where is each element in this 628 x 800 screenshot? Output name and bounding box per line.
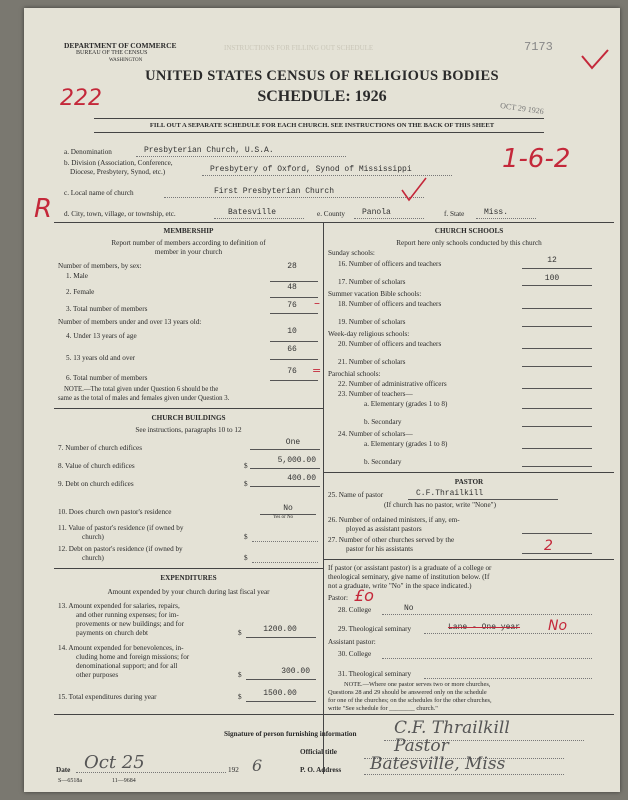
q23a-label: a. Elementary (grades 1 to 8) bbox=[364, 400, 448, 408]
expenditures-heading: EXPENDITURES bbox=[160, 574, 217, 582]
dollar-sign: $ bbox=[238, 629, 242, 637]
assistant-pastor-subheading: Assistant pastor: bbox=[328, 638, 376, 646]
q14-line-2: cluding home and foreign missions; for bbox=[76, 653, 190, 661]
q24a-label: a. Elementary (grades 1 to 8) bbox=[364, 440, 448, 448]
q11-pastor-residence-value-label: 11. Value of pastor's residence (if owned by bbox=[58, 524, 184, 532]
dollar-sign: $ bbox=[244, 480, 248, 488]
city-field-value: Batesville bbox=[228, 208, 277, 217]
po-address-label: P. O. Address bbox=[300, 766, 342, 774]
q22-label: 22. Number of administrative officers bbox=[338, 380, 447, 388]
date-label: Date bbox=[56, 766, 71, 774]
q14-line-4: other purposes bbox=[76, 671, 119, 679]
q13-line-4: payments on church debt bbox=[76, 629, 149, 637]
q2-female-label: 2. Female bbox=[66, 288, 95, 296]
census-schedule-sheet bbox=[24, 8, 620, 792]
local-name-label: c. Local name of church bbox=[64, 189, 134, 197]
q26-line-1: 26. Number of ordained ministers, if any, em- bbox=[328, 516, 460, 524]
dollar-sign: $ bbox=[244, 554, 248, 562]
date-value: Oct 25 bbox=[84, 752, 145, 773]
graduate-instruction-2: theological seminary, give name of institution below. (If bbox=[328, 573, 490, 581]
pastor-red-mark: £o bbox=[354, 586, 374, 605]
membership-intro-1: Report number of members according to definition of bbox=[111, 239, 266, 247]
signature-value: C.F. Thrailkill bbox=[394, 718, 510, 738]
q15-value: 1500.00 bbox=[263, 689, 297, 698]
q29-struck-value: Lane - One year bbox=[448, 623, 521, 632]
red-number: 222 bbox=[60, 86, 102, 111]
code-annotation: 1-6-2 bbox=[502, 144, 571, 174]
expenditures-subheading: Amount expended by your church during last fiscal year bbox=[107, 588, 270, 596]
print-number: 11—9684 bbox=[112, 778, 136, 784]
q25-hint: (If church has no pastor, write "None") bbox=[384, 501, 496, 509]
po-address-value: Batesville, Miss bbox=[370, 754, 506, 774]
q8-value-value: 5,000.00 bbox=[277, 456, 316, 465]
q29-value: No bbox=[548, 618, 568, 634]
q20-label: 20. Number of officers and teachers bbox=[338, 340, 442, 348]
city-label: WASHINGTON bbox=[109, 58, 143, 63]
signature-label: Signature of person furnishing information bbox=[224, 730, 357, 738]
background-bleed-text: INSTRUCTIONS FOR FILLING OUT SCHEDULE bbox=[224, 44, 374, 52]
q6-total-value: 76 bbox=[287, 367, 297, 376]
q29-label: 29. Theological seminary bbox=[338, 625, 412, 633]
dollar-sign: $ bbox=[238, 671, 242, 679]
q13-line-2: and other running expenses; for im- bbox=[76, 611, 179, 619]
membership-note-1: NOTE.—The total given under Question 6 should be the bbox=[64, 386, 219, 393]
q25-value: C.F.Thrailkill bbox=[416, 489, 484, 498]
official-title-label: Official title bbox=[300, 748, 337, 756]
dollar-sign: $ bbox=[238, 693, 242, 701]
dollar-sign: $ bbox=[244, 462, 248, 470]
q27-line-1: 27. Number of other churches served by the bbox=[328, 536, 455, 544]
graduate-instruction-3: not a graduate, write "No" in the space indicated.) bbox=[328, 582, 472, 590]
local-name-value: First Presbyterian Church bbox=[214, 187, 335, 196]
q3-total-label: 3. Total number of members bbox=[66, 305, 148, 313]
q6-total-label: 6. Total number of members bbox=[66, 374, 148, 382]
county-label: e. County bbox=[317, 210, 345, 218]
q9-debt-label: 9. Debt on church edifices bbox=[58, 480, 134, 488]
red-dash-mark: – bbox=[314, 296, 320, 310]
yes-no-hint: Yes or No bbox=[273, 515, 294, 520]
state-label: f. State bbox=[444, 210, 465, 218]
age-heading: Number of members under and over 13 years old: bbox=[58, 318, 202, 326]
pastor-note-3: for one of the churches; on the schedules for the other churches, bbox=[328, 697, 492, 704]
date-received-stamp: OCT 29 1926 bbox=[499, 100, 545, 117]
red-check-mark bbox=[400, 176, 428, 204]
pastor-note-2: Questions 28 and 29 should be answered only on the schedule bbox=[328, 689, 487, 696]
q1-male-value: 28 bbox=[287, 262, 297, 271]
q28-value: No bbox=[404, 604, 414, 613]
q18-label: 18. Number of officers and teachers bbox=[338, 300, 442, 308]
r-mark: R bbox=[34, 194, 53, 224]
membership-heading: MEMBERSHIP bbox=[163, 227, 214, 235]
q23-label: 23. Number of teachers— bbox=[338, 390, 413, 398]
q31-label: 31. Theological seminary bbox=[338, 670, 412, 678]
q11-label-line2: church) bbox=[82, 533, 104, 541]
year-digit: 6 bbox=[252, 756, 263, 775]
department-label: DEPARTMENT OF COMMERCE bbox=[64, 41, 177, 50]
q28-label: 28. College bbox=[338, 606, 372, 614]
division-label: b. Division (Association, Conference, bbox=[64, 159, 173, 167]
year-prefix: 192 bbox=[228, 766, 239, 774]
city-field-label: d. City, town, village, or township, etc. bbox=[64, 210, 176, 218]
q12-pastor-residence-debt-label: 12. Debt on pastor's residence (if owned by bbox=[58, 545, 183, 553]
q7-edifices-label: 7. Number of church edifices bbox=[58, 444, 143, 452]
members-by-sex-heading: Number of members, by sex: bbox=[58, 262, 142, 270]
buildings-heading: CHURCH BUILDINGS bbox=[151, 414, 226, 422]
pastor-note-1: NOTE.—Where one pastor serves two or more churches, bbox=[344, 681, 491, 688]
form-title: UNITED STATES CENSUS OF RELIGIOUS BODIES bbox=[145, 68, 499, 84]
pastor-note-4: write "See schedule for ________ church." bbox=[328, 705, 438, 712]
schools-intro: Report here only schools conducted by this church bbox=[396, 239, 542, 247]
membership-note-2: same as the total of males and females given under Question 3. bbox=[58, 395, 230, 402]
q9-debt-value: 400.00 bbox=[287, 474, 316, 483]
q30-label: 30. College bbox=[338, 650, 372, 658]
q19-label: 19. Number of scholars bbox=[338, 318, 406, 326]
red-equals-mark: = bbox=[312, 364, 322, 377]
q17-value: 100 bbox=[544, 274, 560, 283]
bureau-label: BUREAU OF THE CENSUS bbox=[76, 50, 148, 56]
pastor-subheading: Pastor: bbox=[328, 594, 348, 602]
schedule-year: SCHEDULE: 1926 bbox=[257, 88, 387, 105]
stamp-number: 7173 bbox=[524, 40, 553, 54]
weekday-schools-heading: Week-day religious schools: bbox=[328, 330, 410, 338]
schools-heading: CHURCH SCHOOLS bbox=[434, 227, 504, 235]
sunday-schools-heading: Sunday schools: bbox=[328, 249, 375, 257]
graduate-instruction-1: If pastor (or assistant pastor) is a graduate of a college or bbox=[328, 564, 492, 572]
q27-line-2: pastor for his assistants bbox=[346, 545, 413, 553]
buildings-subheading: See instructions, paragraphs 10 to 12 bbox=[135, 426, 242, 434]
q27-value: 2 bbox=[544, 538, 553, 554]
q12-label-line2: church) bbox=[82, 554, 104, 562]
q10-residence-label: 10. Does church own pastor's residence bbox=[58, 508, 172, 516]
denomination-value: Presbyterian Church, U.S.A. bbox=[144, 146, 274, 155]
q24b-label: b. Secondary bbox=[364, 458, 402, 466]
pastor-heading: PASTOR bbox=[454, 478, 484, 486]
county-value: Panola bbox=[362, 208, 391, 217]
membership-intro-2: member in your church bbox=[154, 248, 223, 256]
form-number: S—6518a bbox=[58, 778, 82, 784]
q4-under13-value: 10 bbox=[287, 327, 297, 336]
q5-over13-value: 66 bbox=[287, 345, 297, 354]
q23b-label: b. Secondary bbox=[364, 418, 402, 426]
division-label-line2: Diocese, Presbytery, Synod, etc.) bbox=[70, 168, 166, 176]
parochial-schools-heading: Parochial schools: bbox=[328, 370, 381, 378]
q25-label: 25. Name of pastor bbox=[328, 491, 384, 499]
q14-value: 300.00 bbox=[281, 667, 310, 676]
q10-residence-value: No bbox=[283, 504, 293, 513]
summer-schools-heading: Summer vacation Bible schools: bbox=[328, 290, 422, 298]
q1-male-label: 1. Male bbox=[66, 272, 88, 280]
dollar-sign: $ bbox=[244, 533, 248, 541]
denomination-label: a. Denomination bbox=[64, 148, 112, 156]
q13-line-1: 13. Amount expended for salaries, repairs, bbox=[58, 602, 180, 610]
q16-value: 12 bbox=[547, 256, 557, 265]
q24-label: 24. Number of scholars— bbox=[338, 430, 413, 438]
q5-over13-label: 5. 13 years old and over bbox=[66, 354, 136, 362]
state-value: Miss. bbox=[484, 208, 509, 217]
q13-line-3: provements or new buildings; and for bbox=[76, 620, 184, 628]
q14-line-3: denominational support; and for all bbox=[76, 662, 178, 670]
q17-label: 17. Number of scholars bbox=[338, 278, 406, 286]
q16-label: 16. Number of officers and teachers bbox=[338, 260, 442, 268]
division-value: Presbytery of Oxford, Synod of Mississippi bbox=[210, 165, 412, 174]
q15-total-label: 15. Total expenditures during year bbox=[58, 693, 157, 701]
q14-line-1: 14. Amount expended for benevolences, in- bbox=[58, 644, 184, 652]
q2-female-value: 48 bbox=[287, 283, 297, 292]
q26-line-2: ployed as assistant pastors bbox=[346, 525, 422, 533]
official-title-value: Pastor bbox=[394, 736, 449, 756]
instruction-line: FILL OUT A SEPARATE SCHEDULE FOR EACH CHURCH. SEE INSTRUCTIONS ON THE BACK OF THIS SHEET bbox=[149, 122, 495, 129]
q13-value: 1200.00 bbox=[263, 625, 297, 634]
q4-under13-label: 4. Under 13 years of age bbox=[66, 332, 137, 340]
q3-total-value: 76 bbox=[287, 301, 297, 310]
q21-label: 21. Number of scholars bbox=[338, 358, 406, 366]
q8-value-label: 8. Value of church edifices bbox=[58, 462, 135, 470]
q7-edifices-value: One bbox=[285, 438, 301, 447]
